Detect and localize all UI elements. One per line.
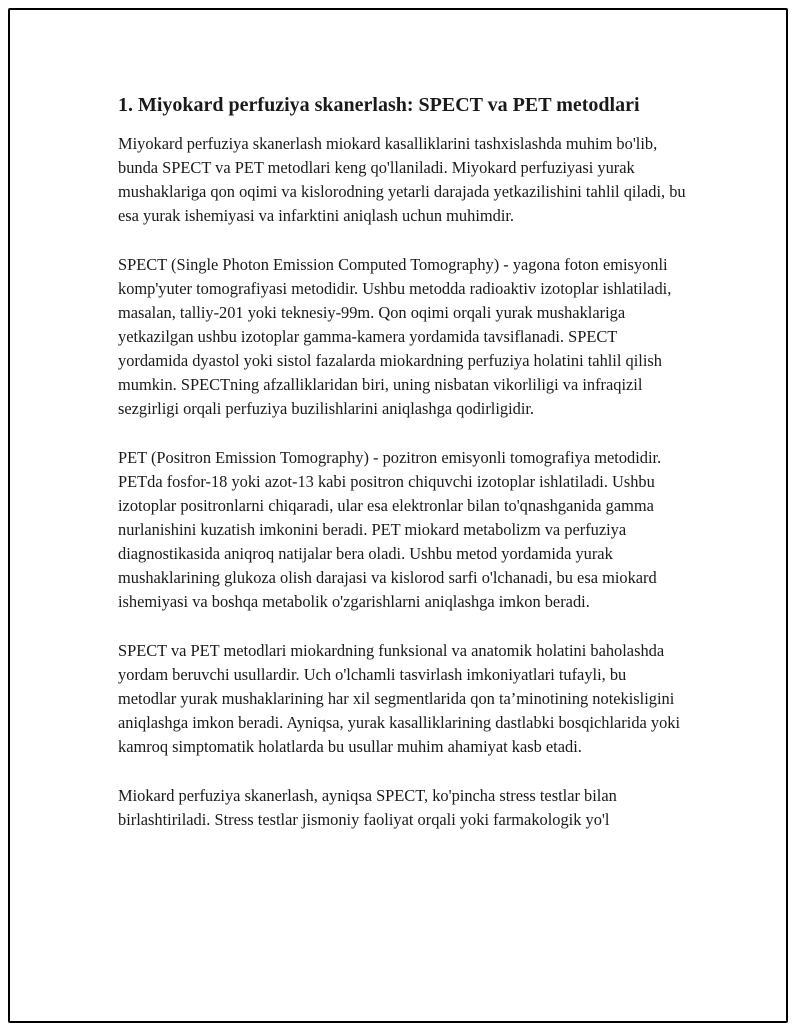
paragraph-spect: SPECT (Single Photon Emission Computed Tomography) - yagona foton emisyonli komp'yuter tomografiyasi metodidir. Ushbu metodda radioaktiv izotoplar ishlatiladi, masalan, talliy-201 yoki teknesiy-99m. Qon oqimi orqali yurak mushaklariga yetkazilgan ushbu izotoplar gamma-kamera yordamida tavsiflanadi. SPECT yordamida dyastol yoki sistol fazalarda miokardning perfuziya holatini tahlil qilish mumkin. SPECTning afzalliklaridan biri, uning nisbatan vikorliligi va infraqizil sezgirligi orqali perfuziya buzilishlarini aniqlashga qodirligidir. — [118, 255, 672, 418]
section-heading: 1. Miyokard perfuziya skanerlash: SPECT va PET metodlari — [118, 94, 640, 116]
document-body — [118, 92, 688, 857]
paragraph-intro: Miyokard perfuziya skanerlash miokard kasalliklarini tashxislashda muhim bo'lib, bunda SPECT va PET metodlari keng qo'llaniladi. Miyokard perfuziyasi yurak mushaklariga qon oqimi va kislorodning yetarli darajada yetkazilishini tahlil qiladi, bu esa yurak ishemiyasi va infarktini aniqlash uchun muhimdir. — [118, 134, 686, 225]
paragraph-stress-test: Miokard perfuziya skanerlash, ayniqsa SPECT, ko'pincha stress testlar bilan birlashtiriladi. Stress testlar jismoniy faoliyat orqali yoki farmakologik yo'l — [118, 786, 617, 829]
paragraph-pet: PET (Positron Emission Tomography) - pozitron emisyonli tomografiya metodidir. PETda fosfor-18 yoki azot-13 kabi positron chiquvchi izotoplar ishlatiladi. Ushbu izotoplar positronlarni chiqaradi, ular esa elektronlar bilan to'qnashganida gamma nurlanishini kuzatish imkonini beradi. PET miokard metabolizm va perfuziya diagnostikasida aniqroq natijalar bera oladi. Ushbu metod yordamida yurak mushaklarining glukoza olish darajasi va kislorod sarfi o'lchanadi, bu esa miokard ishemiyasi va boshqa metabolik o'zgarishlarni aniqlashga imkon beradi. — [118, 448, 662, 611]
paragraph-comparison: SPECT va PET metodlari miokardning funksional va anatomik holatini baholashda yordam beruvchi usullardir. Uch o'lchamli tasvirlash imkoniyatlari tufayli, bu metodlar yurak mushaklarining har xil segmentlarida qon ta’minotining notekisligini aniqlashga imkon beradi. Ayniqsa, yurak kasalliklarining dastlabki bosqichlarida yoki kamroq simptomatik holatlarda bu usullar muhim ahamiyat kasb etadi. — [118, 641, 681, 756]
